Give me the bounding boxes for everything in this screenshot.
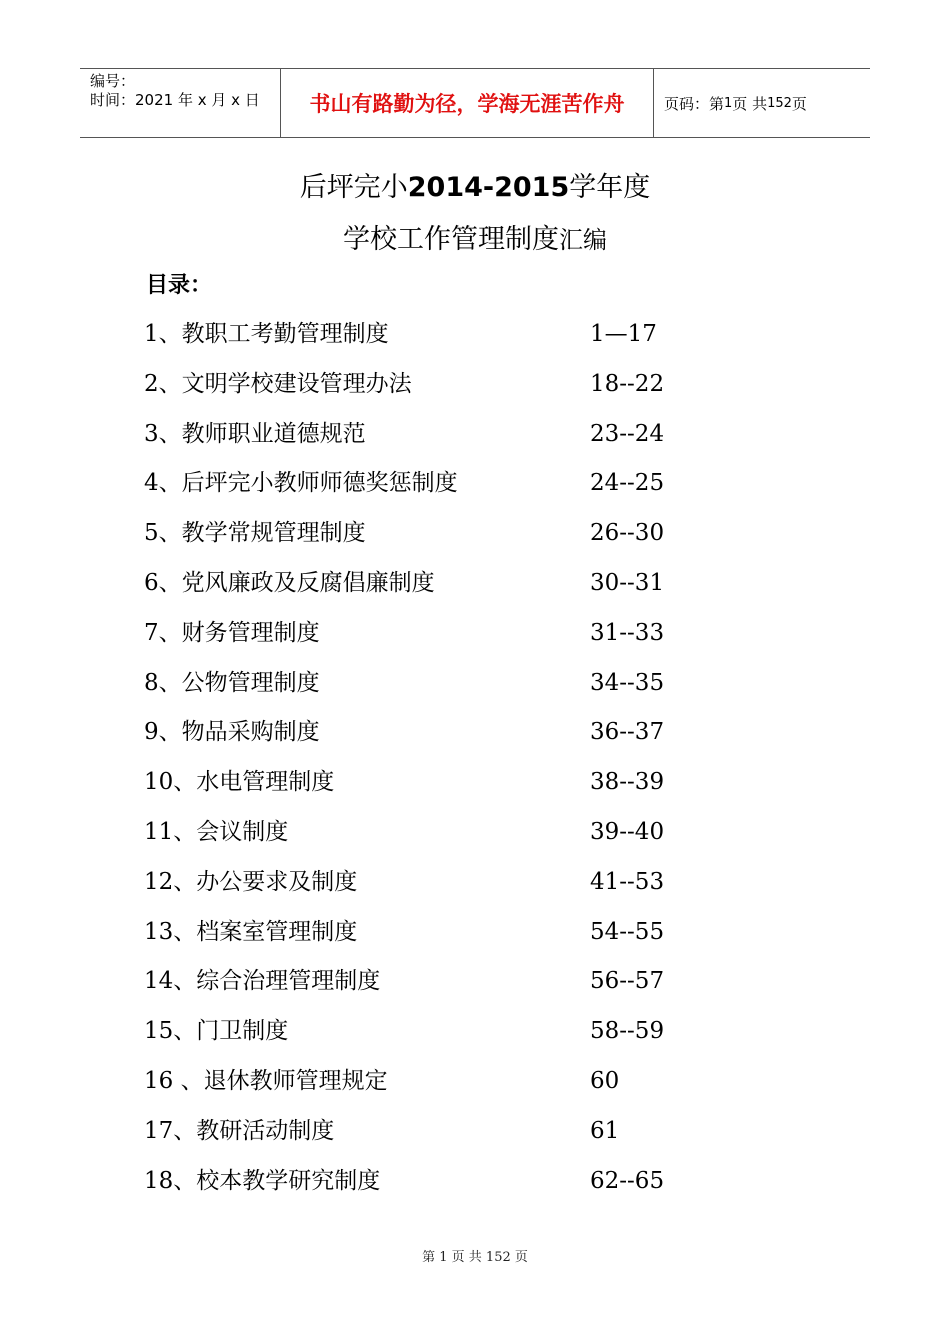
time-label: 时间：2021 年 x 月 x 日 <box>90 91 260 109</box>
toc-item-pages: 23--24 <box>590 420 665 447</box>
toc-item-label: 12、办公要求及制度 <box>144 868 358 895</box>
toc-item-label: 8、公物管理制度 <box>144 669 320 696</box>
title-school: 后坪完小 <box>299 172 408 203</box>
toc-item <box>144 515 764 565</box>
toc-item <box>144 963 764 1013</box>
toc-item <box>144 465 764 515</box>
header-motto-cell <box>281 69 654 137</box>
motto: 书山有路勤为径，学海无涯苦作舟 <box>309 91 625 116</box>
toc-item <box>144 366 764 416</box>
toc-item <box>144 1013 764 1063</box>
toc-item-label: 2、文明学校建设管理办法 <box>144 370 412 397</box>
document-title-line1 <box>0 165 950 204</box>
header-meta-cell <box>80 69 281 137</box>
toc-item-label: 9、物品采购制度 <box>144 719 320 746</box>
toc-item-pages: 41--53 <box>590 868 665 895</box>
toc-item-label: 1、教职工考勤管理制度 <box>144 321 389 347</box>
page-prefix: 页码：第 <box>664 94 725 113</box>
toc-item-label: 18、校本教学研究制度 <box>144 1167 381 1194</box>
toc-item <box>144 416 764 466</box>
toc-item <box>144 814 764 864</box>
title-years: 2014-2015 <box>407 172 570 203</box>
toc-item-pages: 24--25 <box>590 470 665 497</box>
toc-item-label: 11、会议制度 <box>144 818 289 845</box>
toc-item-label: 5、教学常规管理制度 <box>144 520 366 547</box>
page-footer: 第 1 页 共 152 页 <box>422 1250 528 1265</box>
toc-item-label: 3、教师职业道德规范 <box>144 420 366 447</box>
toc-item-pages: 54--55 <box>590 918 665 945</box>
toc-item <box>144 914 764 964</box>
toc-item <box>144 615 764 665</box>
page-number: 1 <box>724 95 733 111</box>
document-title-line2 <box>0 217 950 256</box>
toc-item <box>144 1063 764 1113</box>
toc-item-pages: 38--39 <box>590 769 665 796</box>
toc-item <box>144 864 764 914</box>
toc-item-label: 13、档案室管理制度 <box>144 918 358 945</box>
toc-item-pages: 34--35 <box>590 669 665 696</box>
toc-item-label: 16 、退休教师管理规定 <box>144 1067 388 1094</box>
title-school-year: 学年度 <box>569 172 651 203</box>
toc-item-label: 4、后坪完小教师师德奖惩制度 <box>144 470 458 497</box>
toc-heading: 目录： <box>146 273 213 298</box>
toc-item <box>144 714 764 764</box>
toc-item-label: 10、水电管理制度 <box>144 769 335 796</box>
toc-item-pages: 60 <box>590 1067 620 1094</box>
toc-item <box>144 1163 764 1213</box>
toc-item-label: 14、综合治理管理制度 <box>144 968 381 995</box>
page-mid: 页 共 <box>732 94 768 113</box>
toc-item <box>144 565 764 615</box>
toc-item-pages: 18--22 <box>590 370 665 397</box>
page-suffix: 页 <box>791 94 807 113</box>
page-total: 152 <box>767 95 792 111</box>
title-main: 学校工作管理制度 <box>343 224 559 255</box>
document-header <box>80 68 870 138</box>
toc-item <box>144 665 764 715</box>
toc-item-pages: 62--65 <box>590 1167 665 1194</box>
toc-item-pages: 30--31 <box>590 569 665 596</box>
toc-item-pages: 36--37 <box>590 719 665 746</box>
toc-item <box>144 316 764 366</box>
header-page-cell <box>654 69 870 137</box>
toc-item-pages: 61 <box>590 1117 620 1144</box>
toc-item-pages: 31--33 <box>590 619 665 646</box>
title-suffix: 汇编 <box>559 226 607 254</box>
toc-item-pages: 58--59 <box>590 1018 665 1045</box>
toc-item <box>144 764 764 814</box>
serial-label: 编号： <box>90 72 136 90</box>
toc-item-label: 7、财务管理制度 <box>144 619 320 646</box>
toc-item-pages: 56--57 <box>590 968 665 995</box>
toc-item-label: 17、教研活动制度 <box>144 1117 335 1144</box>
toc-item-pages: 1—17 <box>590 321 657 347</box>
toc-item-pages: 39--40 <box>590 818 665 845</box>
toc-item-label: 15、门卫制度 <box>144 1018 289 1045</box>
toc-item <box>144 1113 764 1163</box>
toc-item-pages: 26--30 <box>590 520 665 547</box>
toc-item-label: 6、党风廉政及反腐倡廉制度 <box>144 569 435 596</box>
toc-list <box>144 316 764 1212</box>
